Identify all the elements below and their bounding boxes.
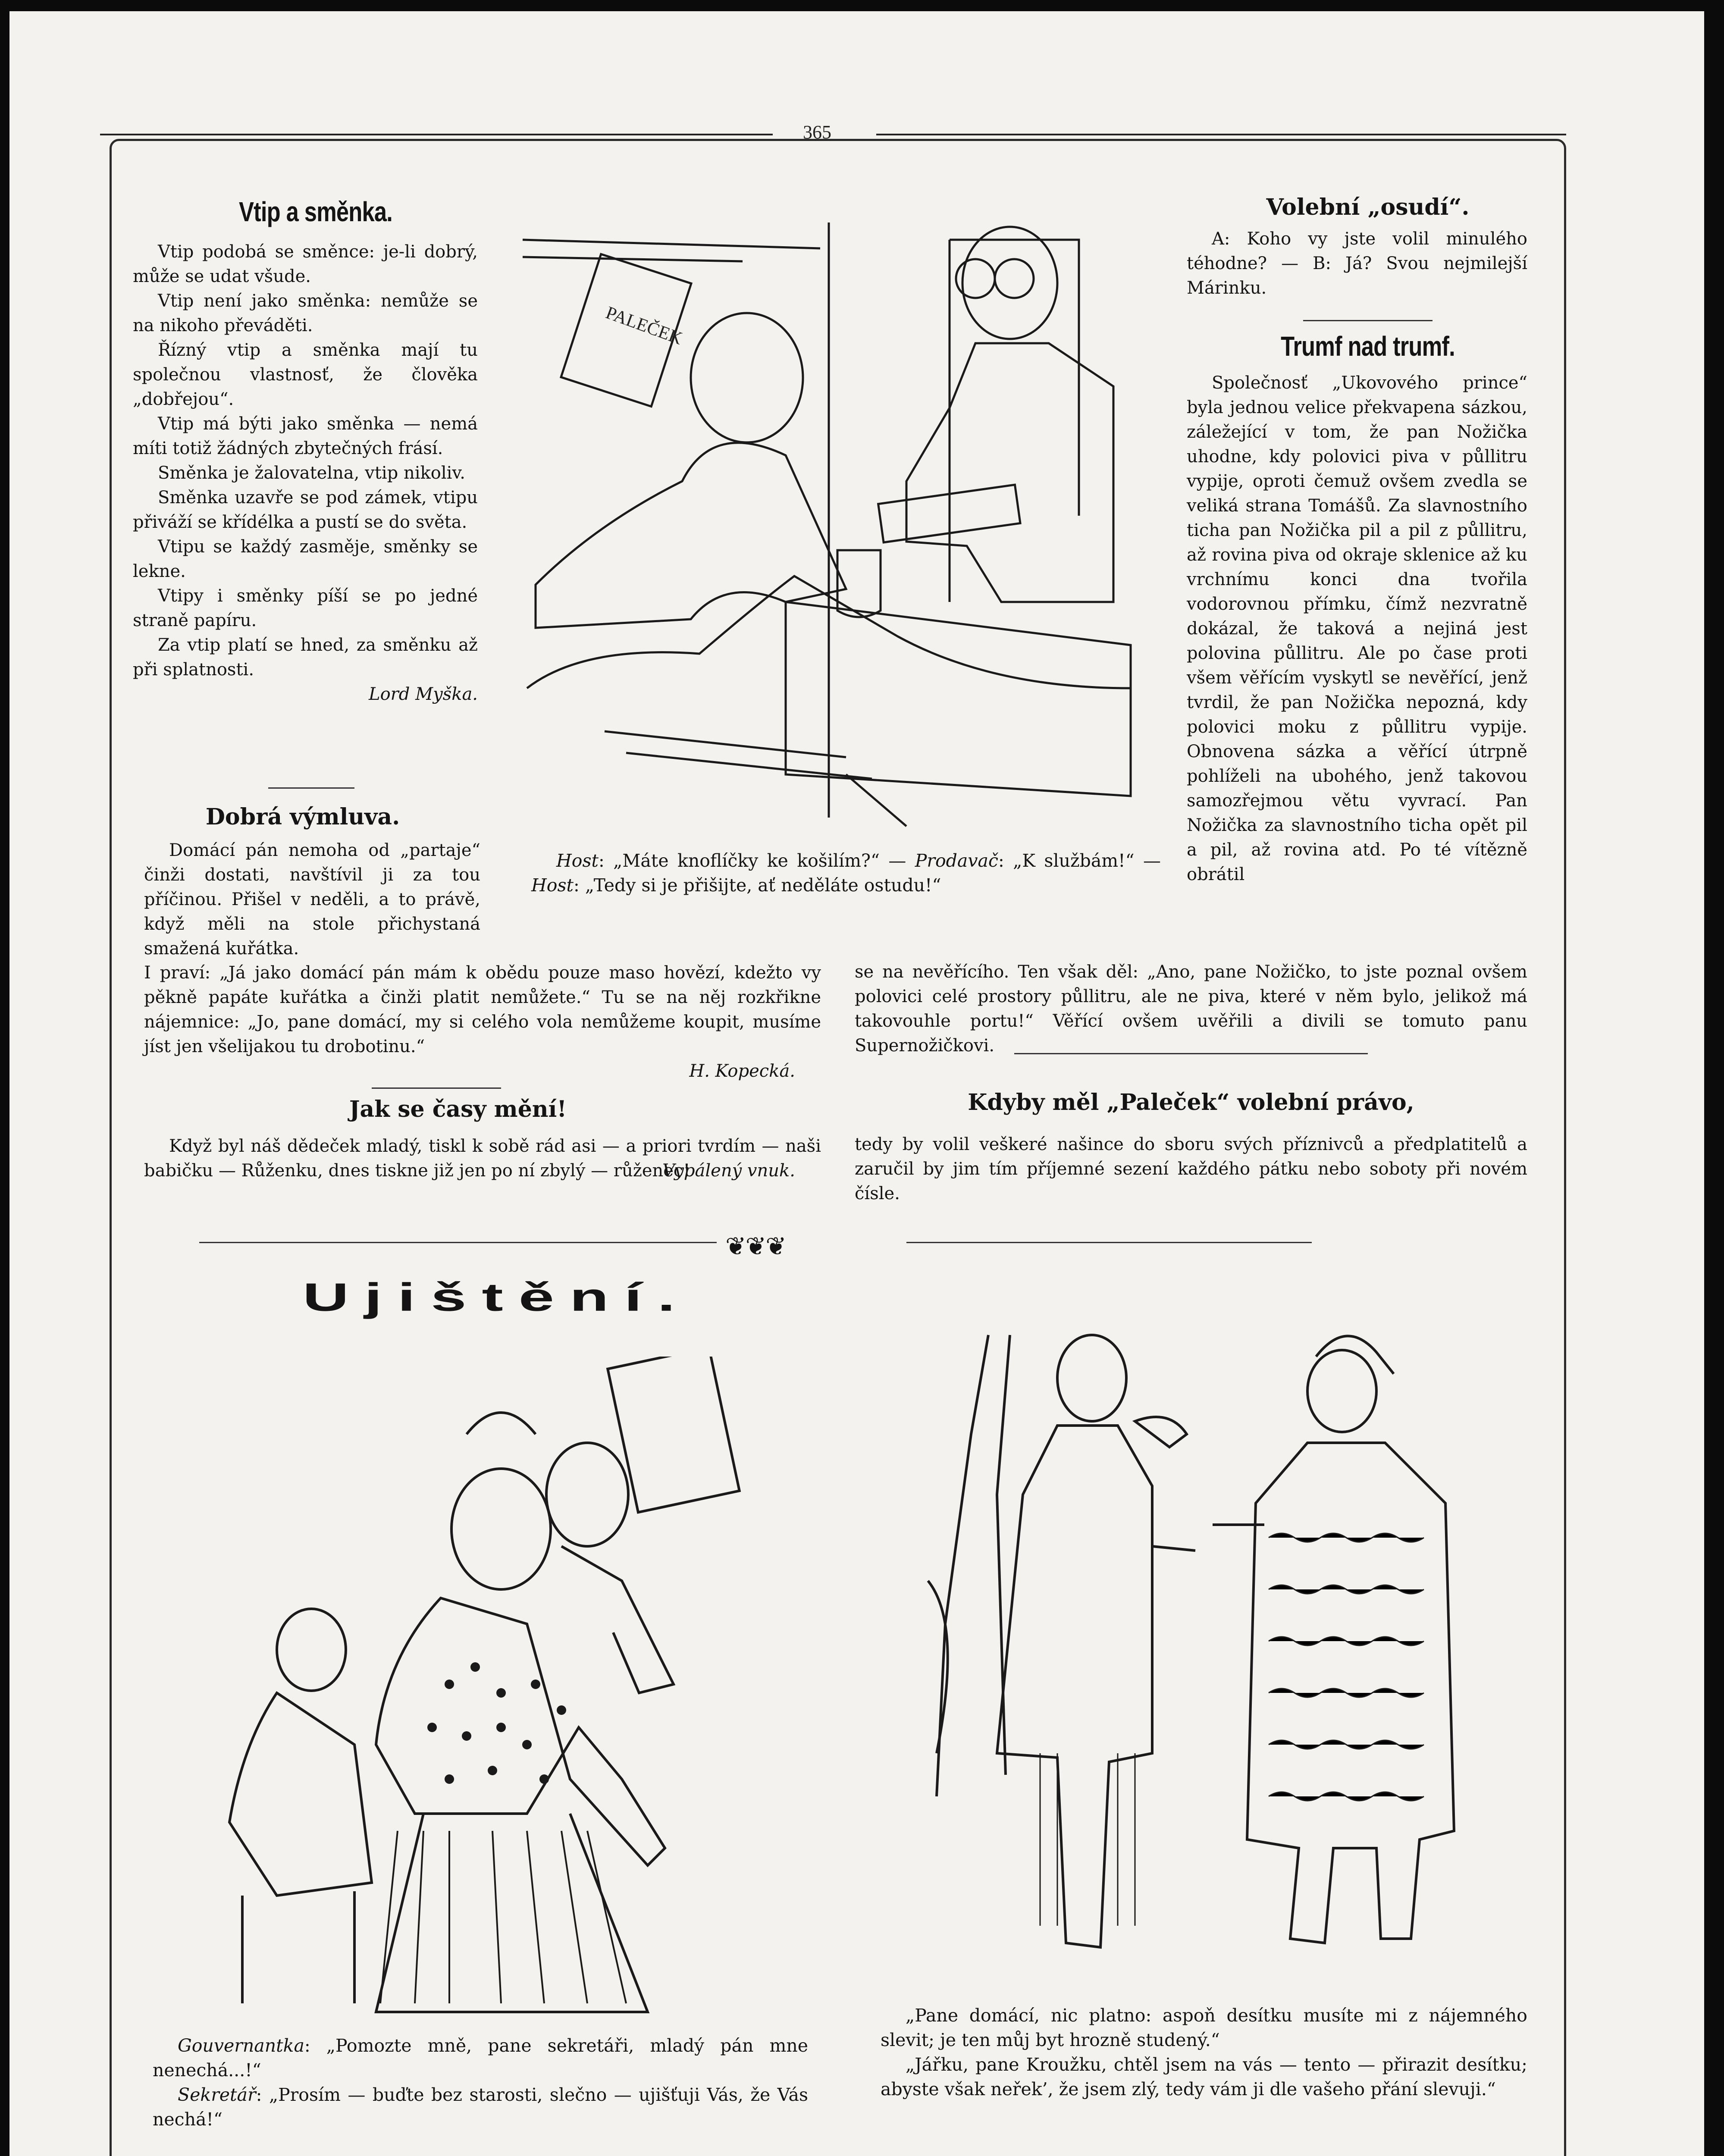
ujisteni-caption-speaker: Sekretář: [178, 2084, 256, 2105]
vtip-paragraph: Vtip podobá se směnce: je-li dobrý, může se udat všude.: [133, 242, 478, 286]
dobra-vymluva-signature: H. Kopecká.: [689, 1061, 795, 1081]
separator: [372, 1087, 501, 1089]
vtip-article: [133, 240, 478, 707]
trumf-text-wide: [855, 960, 1527, 1058]
kdyby-palecek-paragraph: tedy by volil veškeré našince do sboru svých příznivců a předplatitelů a zaručil by jim tím příjemné sezení každého pátku nebo soboty při novém čísle.: [855, 1134, 1527, 1203]
jak-se-casy-title: Jak se časy mění!: [349, 1096, 567, 1122]
vtip-paragraph: Za vtip platí se hned, za směnku až při splatnosti.: [133, 635, 478, 680]
illustration-host-drawing: [518, 214, 1165, 835]
right-caption: [881, 2003, 1527, 2102]
header-rule-right: [876, 134, 1566, 135]
ujisteni-caption-line: : „Prosím — buďte bez starosti, slečno — ujišťuji Vás, že Vás nechá!“: [153, 2084, 808, 2130]
dobra-vymluva-title: Dobrá výmluva.: [205, 804, 400, 830]
dobra-vymluva-text-wide: [144, 961, 821, 1084]
divider-line-left: [199, 1242, 717, 1243]
vtip-title: Vtip a směnka.: [238, 196, 393, 227]
separator: [268, 787, 354, 789]
trumf-title: Trumf nad trumf.: [1281, 331, 1455, 362]
vtip-paragraph: Vtipu se každý zasměje, směnky se lekne.: [133, 537, 478, 581]
vtip-paragraph: Vtip má býti jako směnka — nemá míti totiž žádných zbytečných frásí.: [133, 414, 478, 458]
host-caption-line: : „Tedy si je přišijte, ať neděláte ostudu!“: [573, 875, 941, 896]
dobra-vymluva-paragraph: Domácí pán nemoha od „partaje“ činži dostati, navštívil ji za tou příčinou. Přišel v neděli, a to právě, když měli na stole přichystaná smažená kuřátka.: [144, 840, 480, 959]
ornament-divider-icon: ❦❦❦: [725, 1232, 786, 1261]
illustration-host: [518, 214, 1165, 835]
illustration-governess: [191, 1357, 794, 2029]
palecek-sign-text: PALEČEK: [603, 303, 685, 349]
ujisteni-caption-speaker: Gouvernantka: [178, 2035, 304, 2056]
host-caption-speaker: Host: [531, 875, 574, 896]
illustration-governess-drawing: [191, 1357, 794, 2029]
jak-se-casy-signature: Vypálený vnuk.: [662, 1161, 795, 1181]
host-caption-speaker: Prodavač: [915, 850, 998, 871]
separator: [1014, 1053, 1368, 1054]
dobra-vymluva-text-narrow: [144, 838, 480, 961]
vtip-paragraph: Vtipy i směnky píší se po jedné straně papíru.: [133, 586, 478, 630]
vtip-paragraph: Vtip není jako směnka: nemůže se na nikoho převáděti.: [133, 291, 478, 335]
vtip-paragraph: Řízný vtip a směnka mají tu společnou vlastnosť, že člověka „dobřejou“.: [133, 340, 478, 409]
vtip-signature: Lord Myška.: [369, 684, 478, 704]
jak-se-casy-paragraph: Když byl náš dědeček mladý, tiskl k sobě rád asi — a priori tvrdím — naši babičku — Růženku, dnes tiskne již jen po ní zbylý — růženec!: [144, 1136, 821, 1181]
divider-line-right: [906, 1242, 1312, 1243]
vtip-paragraph: Směnka uzavře se pod zámek, vtipu přiváží se křídélka a pustí se do světa.: [133, 488, 478, 532]
trumf-paragraph: se na nevěřícího. Ten však děl: „Ano, pane Nožičko, to jste poznal ovšem polovici celé prostory půllitru, ale ne piva, které v něm bylo, jelikož má takovouhle portu!“ Věřící ovšem uvěřili a divili se tomuto panu Supernožičkovi.: [855, 962, 1527, 1056]
ujisteni-caption-line: : „Pomozte mně, pane sekretáři, mladý pán mne nenechá...!“: [153, 2035, 808, 2081]
host-caption-line: : „Máte knoflíčky ke košilím?“ —: [598, 850, 906, 871]
ujisteni-title: Ujištění.: [303, 1275, 691, 1319]
host-caption: [531, 849, 1161, 898]
volebni-osudi-text: [1187, 227, 1527, 301]
right-caption-line: „Pane domácí, nic platno: aspoň desítku musíte mi z nájemného slevit; je ten můj byt hrozně studený.“: [881, 2005, 1527, 2050]
illustration-landlord: [911, 1322, 1480, 1995]
volebni-osudi-title: Volební „osudí“.: [1266, 194, 1470, 220]
kdyby-palecek-title: Kdyby měl „Paleček“ volební právo,: [968, 1089, 1414, 1116]
trumf-text-narrow: [1187, 371, 1527, 887]
kdyby-palecek-text: [855, 1132, 1527, 1206]
vtip-paragraph: Směnka je žalovatelna, vtip nikoliv.: [158, 463, 465, 483]
separator: [1303, 320, 1432, 321]
illustration-landlord-drawing: [911, 1322, 1480, 1995]
header-rule-left: [100, 134, 773, 135]
host-caption-line: : „K službám!“ —: [998, 850, 1161, 871]
host-caption-speaker: Host: [556, 850, 599, 871]
right-caption-line: „Jářku, pane Kroužku, chtěl jsem na vás — tento — přirazit desítku; abyste však neřek’, že jsem zlý, tedy vám ji dle vašeho přání slevuji.“: [881, 2054, 1527, 2100]
page-sheet: [9, 11, 1704, 2156]
volebni-osudi-paragraph: A: Koho vy jste volil minulého téhodne? — B: Já? Svou nejmilejší Márinku.: [1187, 229, 1527, 298]
trumf-paragraph: Společnosť „Ukovového prince“ byla jednou velice překvapena sázkou, záležející v tom, že pan Nožička uhodne, kdy polovici piva v půllitru vypije, oproti čemuž ovšem zvedla se veliká strana Tomášů. Za slavnostního ticha pan Nožička pil a pil z půllitru, až rovina piva od okraje sklenice až ku vrchnímu konci dna tvořila vodorovnou přímku, čímž nezvratně dokázal, že taková a nejiná jest polovina půllitru. Ale po čase proti všem věřícím vyskytl se nevěřící, jenž tvrdil, že pan Nožička nepozná, kdy polovici moku z půllitru vypije. Obnovena sázka a věřící útrpně pohlíželi na ubohého, jenž takovou samozřejmou větu vyvrací. Pan Nožička za slavnostního ticha opět pil a pil, až rovina atd. Po té vítězně obrátil: [1187, 373, 1527, 884]
dobra-vymluva-paragraph: I praví: „Já jako domácí pán mám k obědu pouze maso hovězí, kdežto vy pěkně papáte kuřátka a činži platit nemůžete.“ Tu se na něj rozkřikne nájemnice: „Jo, pane domácí, my si celého vola nemůžeme koupit, musíme jíst jen všelijakou tu drobotinu.“: [144, 963, 821, 1056]
jak-se-casy-text: [144, 1134, 821, 1183]
page-number: 365: [803, 122, 831, 143]
ujisteni-caption: [153, 2034, 808, 2132]
